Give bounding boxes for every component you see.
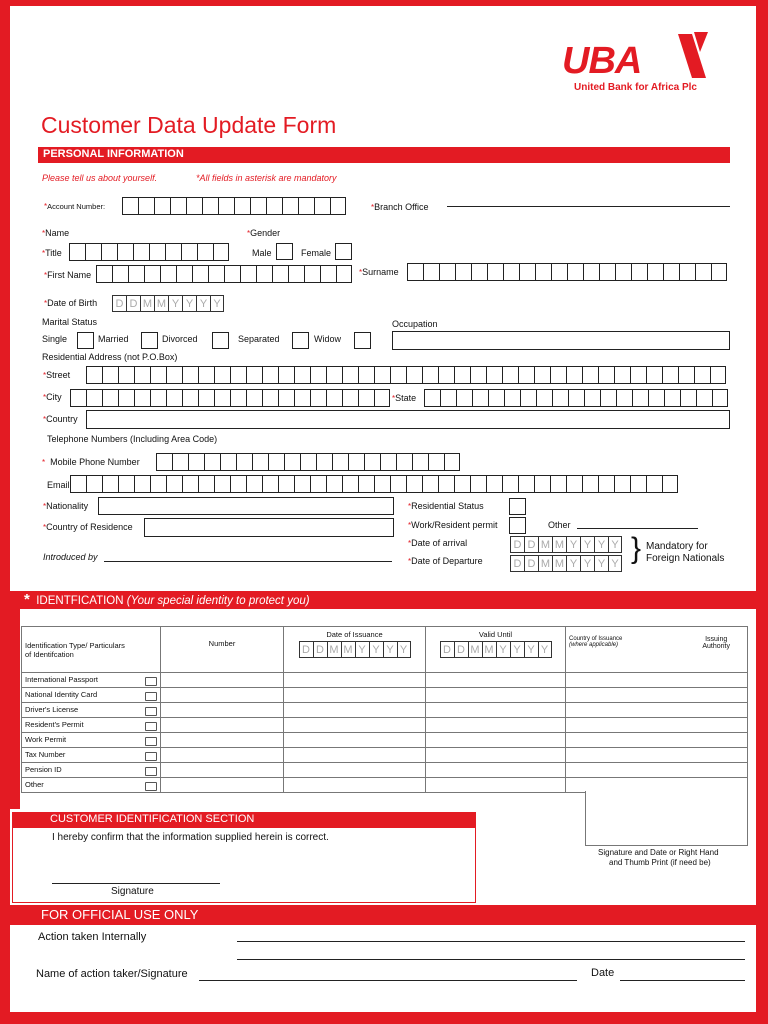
date-of-arrival-boxes[interactable]: D D M M Y Y Y Y [510,536,622,553]
personal-info-header-text: PERSONAL INFORMATION [43,148,184,160]
drivers-license-checkbox[interactable] [145,707,157,716]
street-label: *Street [43,370,71,380]
action-taker-label: Name of action taker/Signature [36,968,188,980]
first-name-label: *First Name [44,270,92,280]
marital-widow-checkbox[interactable] [354,332,371,349]
work-permit-label: *Work/Resident permit [408,520,498,530]
personal-info-header [38,147,730,163]
female-label: Female [301,248,332,258]
action-taken-line[interactable] [237,941,745,942]
marital-single-label: Single [42,334,68,344]
table-row: International Passport [22,673,748,688]
frame-right [756,0,768,1024]
other-id-checkbox[interactable] [145,782,157,791]
branch-office-line[interactable] [447,206,730,207]
date-of-departure-label: *Date of Departure [408,556,483,566]
logo-wordmark: UBA [562,40,642,82]
introduced-by-label: Introduced by [43,552,98,562]
name-label: *Name [42,228,70,238]
account-number-label: *Account Number: [44,202,106,211]
col-valid-header: Valid Until D D M M Y Y Y Y [426,627,566,673]
brace-icon: } [631,532,642,565]
other-label: Other [548,520,571,530]
thumbprint-label-1: Signature and Date or Right Hand [598,848,719,857]
branch-office-label: *Branch Office [371,202,429,212]
residential-status-checkbox[interactable] [509,498,526,515]
gender-label: *Gender [247,228,281,238]
marital-separated-checkbox[interactable] [292,332,309,349]
col-type-header: Identification Type/ Particulars of Identifcation [22,627,161,673]
marital-divorced-label: Divorced [162,334,198,344]
col-country-authority-header: Country of Issuance (where applicable) Issuing Authority [566,627,748,673]
thumbprint-label-2: and Thumb Print (if need be) [609,858,711,867]
table-row: Work Permit [22,733,748,748]
logo-tagline: United Bank for Africa Plc [574,82,697,93]
table-row: National Identity Card [22,688,748,703]
residential-status-label: *Residential Status [408,501,484,511]
other-line[interactable] [577,528,698,529]
occupation-field[interactable] [392,331,730,350]
introduced-by-line[interactable] [104,561,392,562]
street-boxes[interactable] [86,366,726,384]
mobile-boxes[interactable] [156,453,460,471]
marital-separated-label: Separated [238,334,280,344]
frame-top [0,0,768,6]
date-of-arrival-label: *Date of arrival [408,538,468,548]
marital-widow-label: Widow [314,334,342,344]
mobile-label: * Mobile Phone Number [42,457,140,467]
occupation-label: Occupation [392,319,438,329]
identification-header: * IDENTFICATION (Your special identity to protect you) [24,591,310,608]
work-permit-checkbox[interactable] [509,517,526,534]
residents-permit-checkbox[interactable] [145,722,157,731]
table-row: Driver's License [22,703,748,718]
thumbprint-box[interactable] [585,791,748,846]
frame-left [0,0,10,1024]
signature-line[interactable] [52,883,220,884]
action-taken-line-2[interactable] [237,959,745,960]
female-checkbox[interactable] [335,243,352,260]
identification-left-strip [0,609,20,809]
passport-checkbox[interactable] [145,677,157,686]
nationality-field[interactable] [98,497,394,515]
signature-label: Signature [111,886,154,897]
surname-boxes[interactable] [407,263,727,281]
residential-address-label: Residential Address (not P.O.Box) [42,352,178,362]
foreign-note-line1: Mandatory for [646,541,708,552]
date-line[interactable] [620,980,745,981]
marital-married-checkbox[interactable] [141,332,158,349]
male-checkbox[interactable] [276,243,293,260]
action-taker-line[interactable] [199,980,577,981]
state-label: *State [392,393,417,403]
country-field[interactable] [86,410,730,429]
account-number-boxes[interactable] [122,197,346,215]
date-of-birth-label: *Date of Birth [44,298,98,308]
logo-mark-icon [662,30,712,86]
col-issuance-header: Date of Issuance D D M M Y Y Y Y [284,627,426,673]
confirm-text: I hereby confirm that the information supplied herein is correct. [52,832,329,843]
identification-table [21,626,748,793]
form-title: Customer Data Update Form [41,112,337,138]
customer-id-header: CUSTOMER IDENTIFICATION SECTION [12,812,476,827]
official-header: FOR OFFICIAL USE ONLY [41,907,199,922]
table-row: Pension ID [22,763,748,778]
uba-logo [560,30,720,98]
mandatory-note: *All fields in asterisk are mandatory [196,173,337,183]
email-boxes[interactable] [70,475,678,493]
city-label: *City [43,392,62,402]
table-row: Tax Number [22,748,748,763]
email-label: Email [47,480,70,490]
marital-single-checkbox[interactable] [77,332,94,349]
work-permit-row-checkbox[interactable] [145,737,157,746]
title-boxes[interactable] [69,243,229,261]
first-name-boxes[interactable] [96,265,352,283]
tax-number-checkbox[interactable] [145,752,157,761]
title-label: *Title [42,248,62,258]
date-of-departure-boxes[interactable]: D D M M Y Y Y Y [510,555,622,572]
date-of-birth-boxes[interactable]: D D M M Y Y Y Y [112,295,224,312]
male-label: Male [252,248,272,258]
table-row: Other [22,778,748,793]
pension-id-checkbox[interactable] [145,767,157,776]
surname-label: *Surname [359,267,399,277]
state-boxes[interactable] [424,389,728,407]
foreign-note-line2: Foreign Nationals [646,553,725,564]
national-id-checkbox[interactable] [145,692,157,701]
col-number-header: Number [161,627,284,673]
country-of-residence-field[interactable] [144,518,394,537]
country-label: *Country [43,414,78,424]
intro-text: Please tell us about yourself. [42,173,158,183]
action-taken-label: Action taken Internally [38,931,147,943]
marital-divorced-checkbox[interactable] [212,332,229,349]
nationality-label: *Nationality [43,501,89,511]
city-boxes[interactable] [70,389,390,407]
frame-bottom [0,1012,768,1024]
date-label: Date [591,967,615,979]
telephone-label: Telephone Numbers (Including Area Code) [47,434,218,444]
marital-status-label: Marital Status [42,317,98,327]
marital-married-label: Married [98,334,129,344]
table-row: Resident's Permit [22,718,748,733]
country-of-residence-label: *Country of Residence [43,522,133,532]
